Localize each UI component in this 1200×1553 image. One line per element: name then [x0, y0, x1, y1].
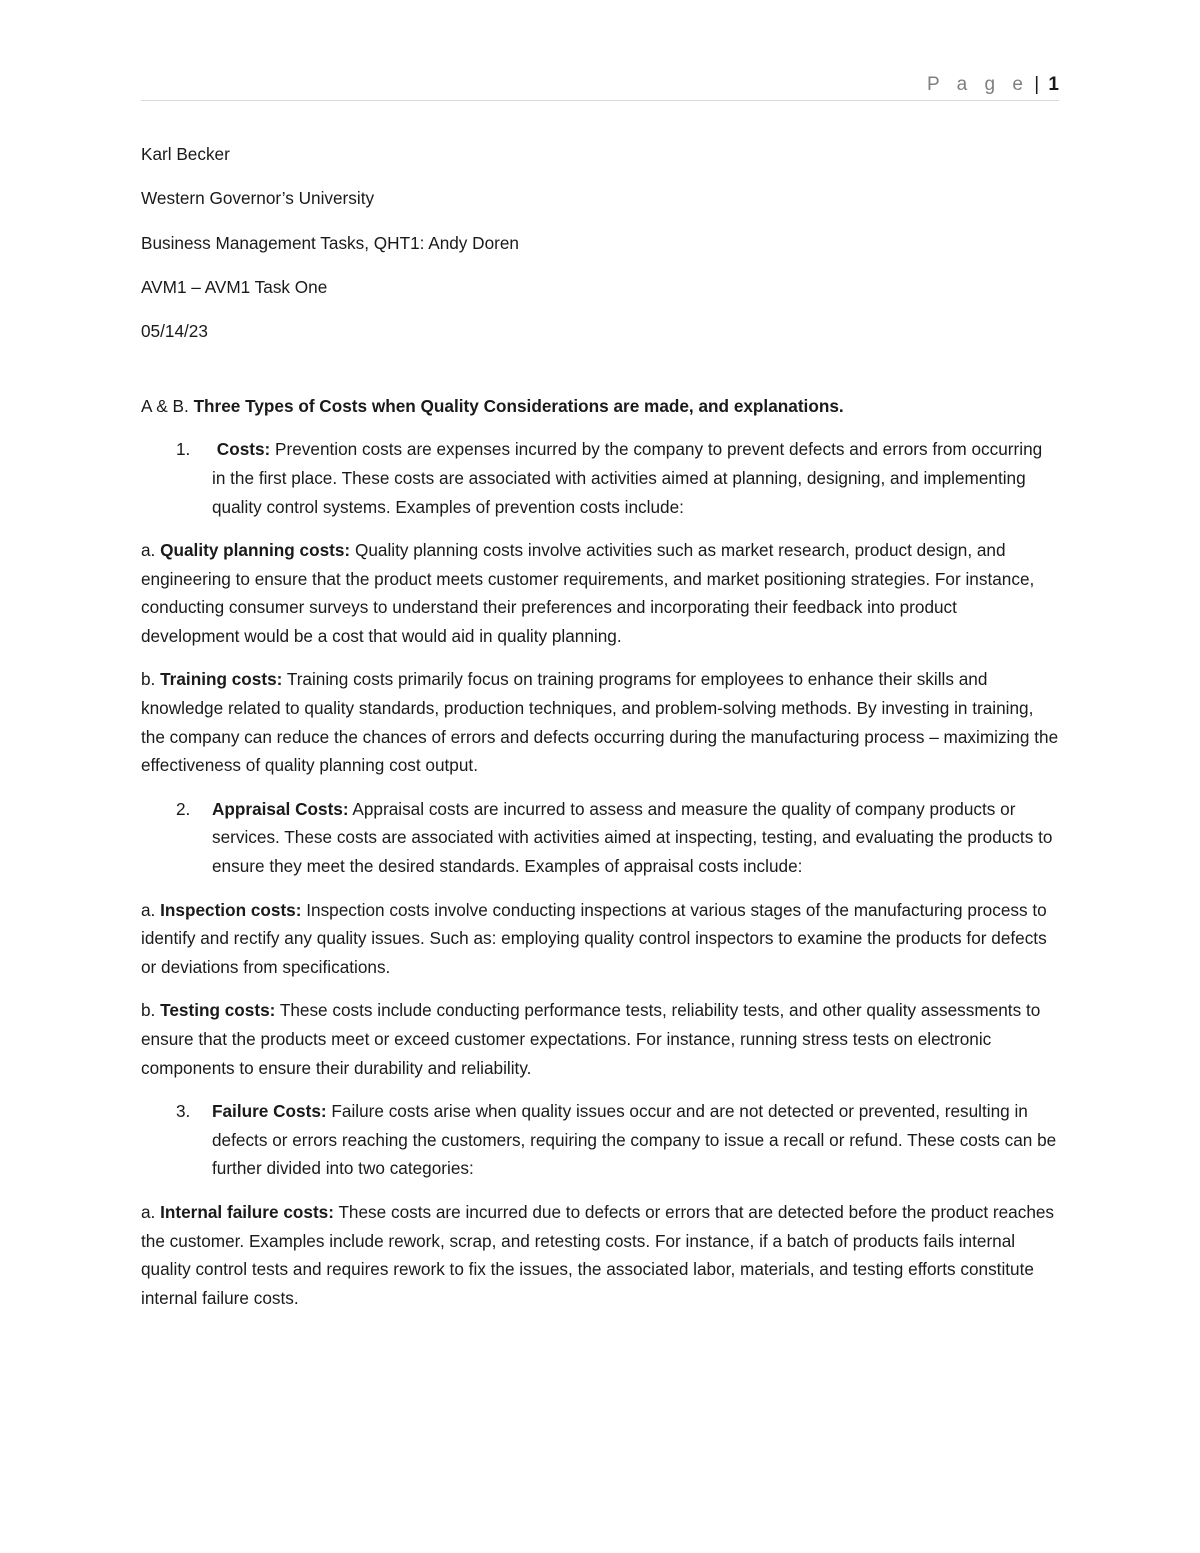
item-text: Failure costs arise when quality issues occur and are not detected or prevented, resulting in defects or errors reaching the customers, requiring the company to issue a recall or refund. These costs can be further divided into two categories:: [212, 1101, 1057, 1179]
list-item-failure-costs: [141, 1097, 1059, 1183]
sub-letter: a.: [141, 1201, 156, 1222]
sub-term: Quality planning costs:: [160, 540, 351, 561]
item-term: Appraisal Costs:: [212, 798, 349, 819]
sub-letter: b.: [141, 669, 156, 690]
item-term: Costs:: [216, 439, 271, 460]
section-prefix: A & B.: [141, 395, 189, 416]
sub-term: Inspection costs:: [160, 899, 302, 920]
sub-text: Quality planning costs involve activities such as market research, product design, and engineering to ensure that the product meets customer requirements, and market positioning strategies. For instance, conducting consumer surveys to understand their preferences and incorporating their feedback into product development would be a cost that would aid in quality planning.: [141, 540, 1035, 646]
page-header: [141, 74, 1059, 101]
list-item-prevention-costs: [141, 435, 1059, 521]
author-name: Karl Becker: [141, 144, 230, 164]
course-name: Business Management Tasks, QHT1: Andy Doren: [141, 232, 519, 253]
item-text: Appraisal costs are incurred to assess and measure the quality of company products or services. These costs are associated with activities aimed at inspecting, testing, and evaluating the products to ensure they meet the desired standards. Examples of appraisal costs include:: [212, 798, 1053, 877]
sub-item-internal-failure: [141, 1198, 1059, 1312]
sub-text: Training costs primarily focus on training programs for employees to enhance their skills and knowledge related to quality standards, production techniques, and problem-solving methods. By investing in training, the company can reduce the chances of errors and defects occurring during the manufacturing process – maximizing the effectiveness of quality planning cost output.: [141, 669, 1059, 776]
document-body: [141, 140, 1059, 1327]
sub-item-inspection: [141, 896, 1059, 982]
list-number: 2.: [176, 798, 191, 819]
item-text: Prevention costs are expenses incurred by the company to prevent defects and errors from occurring in the first place. These costs are associated with activities aimed at planning, designing, and implementing quality control systems. Examples of prevention costs include:: [212, 439, 1043, 517]
sub-item-quality-planning: [141, 536, 1059, 650]
sub-item-training: [141, 665, 1059, 779]
sub-text: Inspection costs involve conducting inspections at various stages of the manufacturing process to identify and rectify any quality issues. Such as: employing quality control inspectors to examine the products for defects or deviations from specifications.: [141, 899, 1047, 977]
sub-item-testing: [141, 996, 1059, 1082]
sub-term: Testing costs:: [160, 1000, 276, 1021]
sub-text: These costs are incurred due to defects or errors that are detected before the product reaches the customer. Examples include rework, scrap, and retesting costs. For instance, if a batch of products fails internal quality control tests and requires rework to fix the issues, the associated labor, materials, and testing efforts constitute internal failure costs.: [141, 1201, 1055, 1308]
sub-term: Training costs:: [160, 669, 283, 690]
sub-letter: b.: [141, 1000, 156, 1021]
task-name: AVM1 – AVM1 Task One: [141, 276, 328, 297]
sub-letter: a.: [141, 899, 156, 920]
section-title: Three Types of Costs when Quality Considerations are made, and explanations.: [193, 395, 844, 416]
sub-term: Internal failure costs:: [160, 1201, 334, 1222]
list-number: 1.: [176, 439, 191, 460]
sub-text: These costs include conducting performance tests, reliability tests, and other quality assessments to ensure that the products meet or exceed customer expectations. For instance, running stress tests on electronic components to ensure their durability and reliability.: [141, 1000, 1041, 1078]
item-term: Failure Costs:: [212, 1101, 327, 1122]
list-item-appraisal-costs: [141, 795, 1059, 881]
section-heading: [141, 392, 1059, 421]
university-name: Western Governor’s University: [141, 188, 375, 209]
list-number: 3.: [176, 1101, 191, 1122]
page-number: [927, 74, 1059, 96]
document-date: 05/14/23: [141, 321, 208, 342]
page-separator: |: [1034, 74, 1040, 95]
page-number-value: 1: [1048, 74, 1059, 95]
page-label: P a g e: [927, 74, 1029, 95]
sub-letter: a.: [141, 540, 156, 561]
